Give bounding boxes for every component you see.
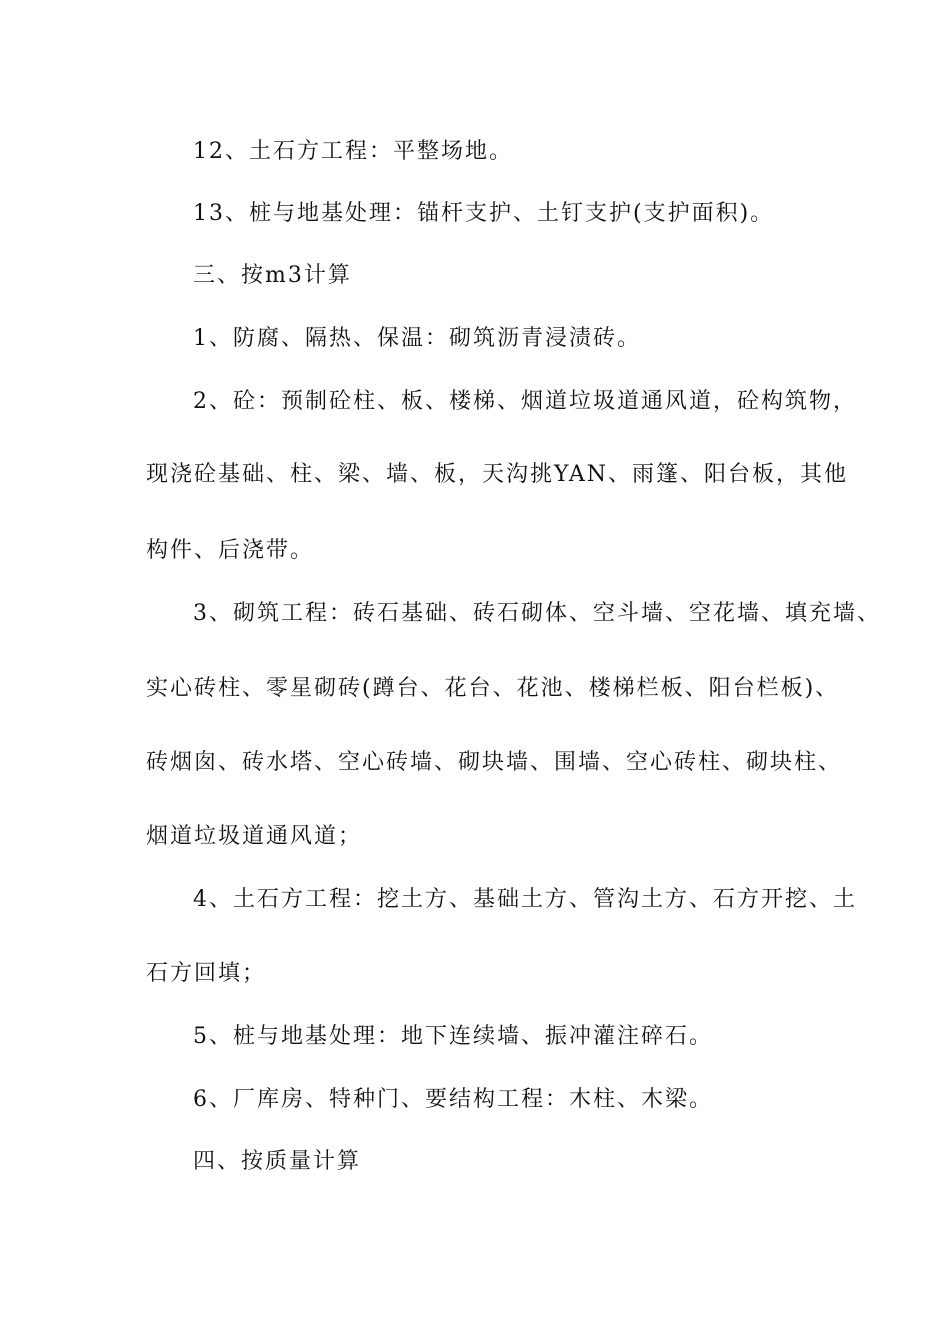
section-heading: 四、按质量计算 — [193, 1149, 362, 1174]
text-line: 石方回填； — [146, 961, 267, 986]
section-heading: 三、按m3计算 — [193, 263, 352, 288]
text-line: 1、防腐、隔热、保温：砌筑沥青浸渍砖。 — [193, 326, 641, 351]
text-line: 13、桩与地基处理：锚杆支护、土钉支护(支护面积)。 — [193, 201, 775, 226]
text-line: 3、砌筑工程：砖石基础、砖石砌体、空斗墙、空花墙、填充墙、 — [193, 601, 881, 626]
text-line: 构件、后浇带。 — [146, 538, 315, 563]
text-line: 2、砼：预制砼柱、板、楼梯、烟道垃圾道通风道，砼构筑物， — [193, 389, 857, 414]
text-line: 5、桩与地基处理：地下连续墙、振冲灌注碎石。 — [193, 1024, 713, 1049]
text-line: 12、土石方工程：平整场地。 — [193, 139, 513, 164]
text-line: 6、厂库房、特种门、要结构工程：木柱、木梁。 — [193, 1087, 713, 1112]
text-line: 砖烟囱、砖水塔、空心砖墙、砌块墙、围墙、空心砖柱、砌块柱、 — [146, 750, 843, 775]
text-line: 4、土石方工程：挖土方、基础土方、管沟土方、石方开挖、土 — [193, 887, 857, 912]
text-line: 烟道垃圾道通风道； — [146, 824, 363, 849]
text-line: 现浇砼基础、柱、梁、墙、板，天沟挑YAN、雨篷、阳台板，其他 — [146, 462, 848, 487]
text-line: 实心砖柱、零星砌砖(蹲台、花台、花池、楼梯栏板、阳台栏板)、 — [146, 676, 840, 701]
